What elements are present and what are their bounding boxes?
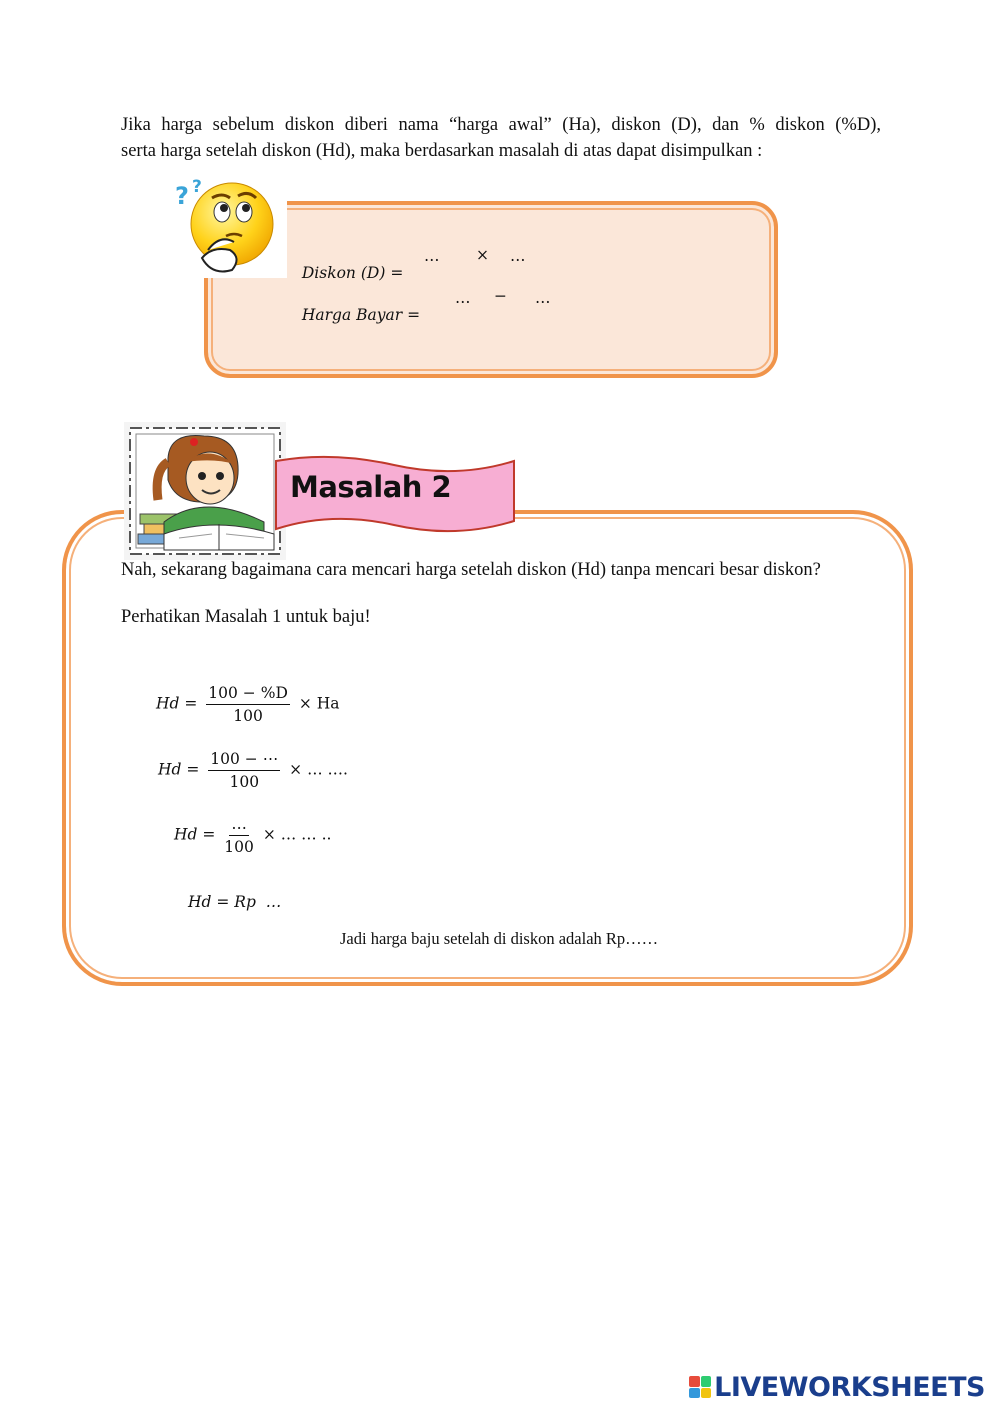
- harga-bayar-label: Harga Bayar: [301, 306, 403, 324]
- girl-reading-illustration: [124, 422, 286, 560]
- eq3-rhs[interactable]: × … … ..: [262, 825, 332, 844]
- eq2-lhs: Hd: [158, 760, 182, 779]
- eq3-lhs: Hd: [174, 825, 198, 844]
- eq1-numerator: 100 − %D: [206, 684, 290, 705]
- logo-text: LIVEWORKSHEETS: [714, 1371, 985, 1403]
- eq1-lhs: Hd: [156, 694, 180, 713]
- thinking-face-icon: [172, 176, 287, 278]
- equals-sign: =: [407, 306, 421, 324]
- equation-3: Hd = $\frac{\dots}{100}$ × … … ..: [174, 815, 332, 856]
- eq4-lhs: Hd: [188, 893, 212, 911]
- diskon-variable: (D): [360, 264, 386, 282]
- summary-box: [204, 201, 778, 378]
- harga-bayar-formula: [292, 288, 420, 324]
- eq1-rhs: × Ha: [298, 694, 340, 713]
- eq2-denominator: 100: [229, 773, 260, 791]
- diskon-label: Diskon: [301, 264, 356, 282]
- diskon-blank-2[interactable]: …: [510, 247, 526, 265]
- equation-4: Hd = Rp …: [188, 893, 282, 911]
- svg-text:?: ?: [175, 182, 189, 210]
- liveworksheets-logo: [689, 1373, 985, 1401]
- equation-1: Hd = $\frac{100 - \%D}{100}$ × Ha: [156, 684, 340, 725]
- diskon-blank-1[interactable]: …: [424, 247, 440, 265]
- intro-line-2: serta harga setelah diskon (Hd), maka berdasarkan masalah di atas dapat disimpulkan :: [121, 141, 763, 161]
- harga-bayar-blank-1[interactable]: …: [455, 289, 471, 307]
- minus-sign: −: [494, 287, 507, 305]
- eq2-rhs[interactable]: × … ….: [289, 760, 348, 779]
- equation-2: Hd = $\frac{100 - \cdots}{100}$ × … ….: [158, 750, 348, 791]
- intro-paragraph: [121, 112, 881, 164]
- eq3-numerator[interactable]: …: [229, 815, 249, 836]
- svg-text:?: ?: [192, 177, 202, 197]
- masalah-2-question: Nah, sekarang bagaimana cara mencari harga setelah diskon (Hd) tanpa mencari besar diskon?: [121, 560, 821, 580]
- eq2-numerator[interactable]: 100 − ⋯: [208, 750, 280, 771]
- eq4-rhs[interactable]: Rp …: [234, 893, 282, 911]
- masalah-2-instruction: Perhatikan Masalah 1 untuk baju!: [121, 607, 371, 627]
- eq3-denominator: 100: [224, 838, 254, 856]
- masalah-2-title: Masalah 2: [290, 470, 452, 504]
- eq1-denominator: 100: [233, 707, 263, 725]
- conclusion-text: Jadi harga baju setelah di diskon adalah Rp……: [340, 929, 659, 948]
- intro-line-1: Jika harga sebelum diskon diberi nama “harga awal” (Ha), diskon (D), dan % diskon (%D),: [121, 115, 881, 135]
- equals-sign: =: [390, 264, 404, 282]
- diskon-formula: [292, 246, 403, 282]
- harga-bayar-blank-2[interactable]: …: [535, 289, 551, 307]
- logo-mark-icon: [689, 1376, 711, 1398]
- multiply-sign: ×: [476, 246, 489, 264]
